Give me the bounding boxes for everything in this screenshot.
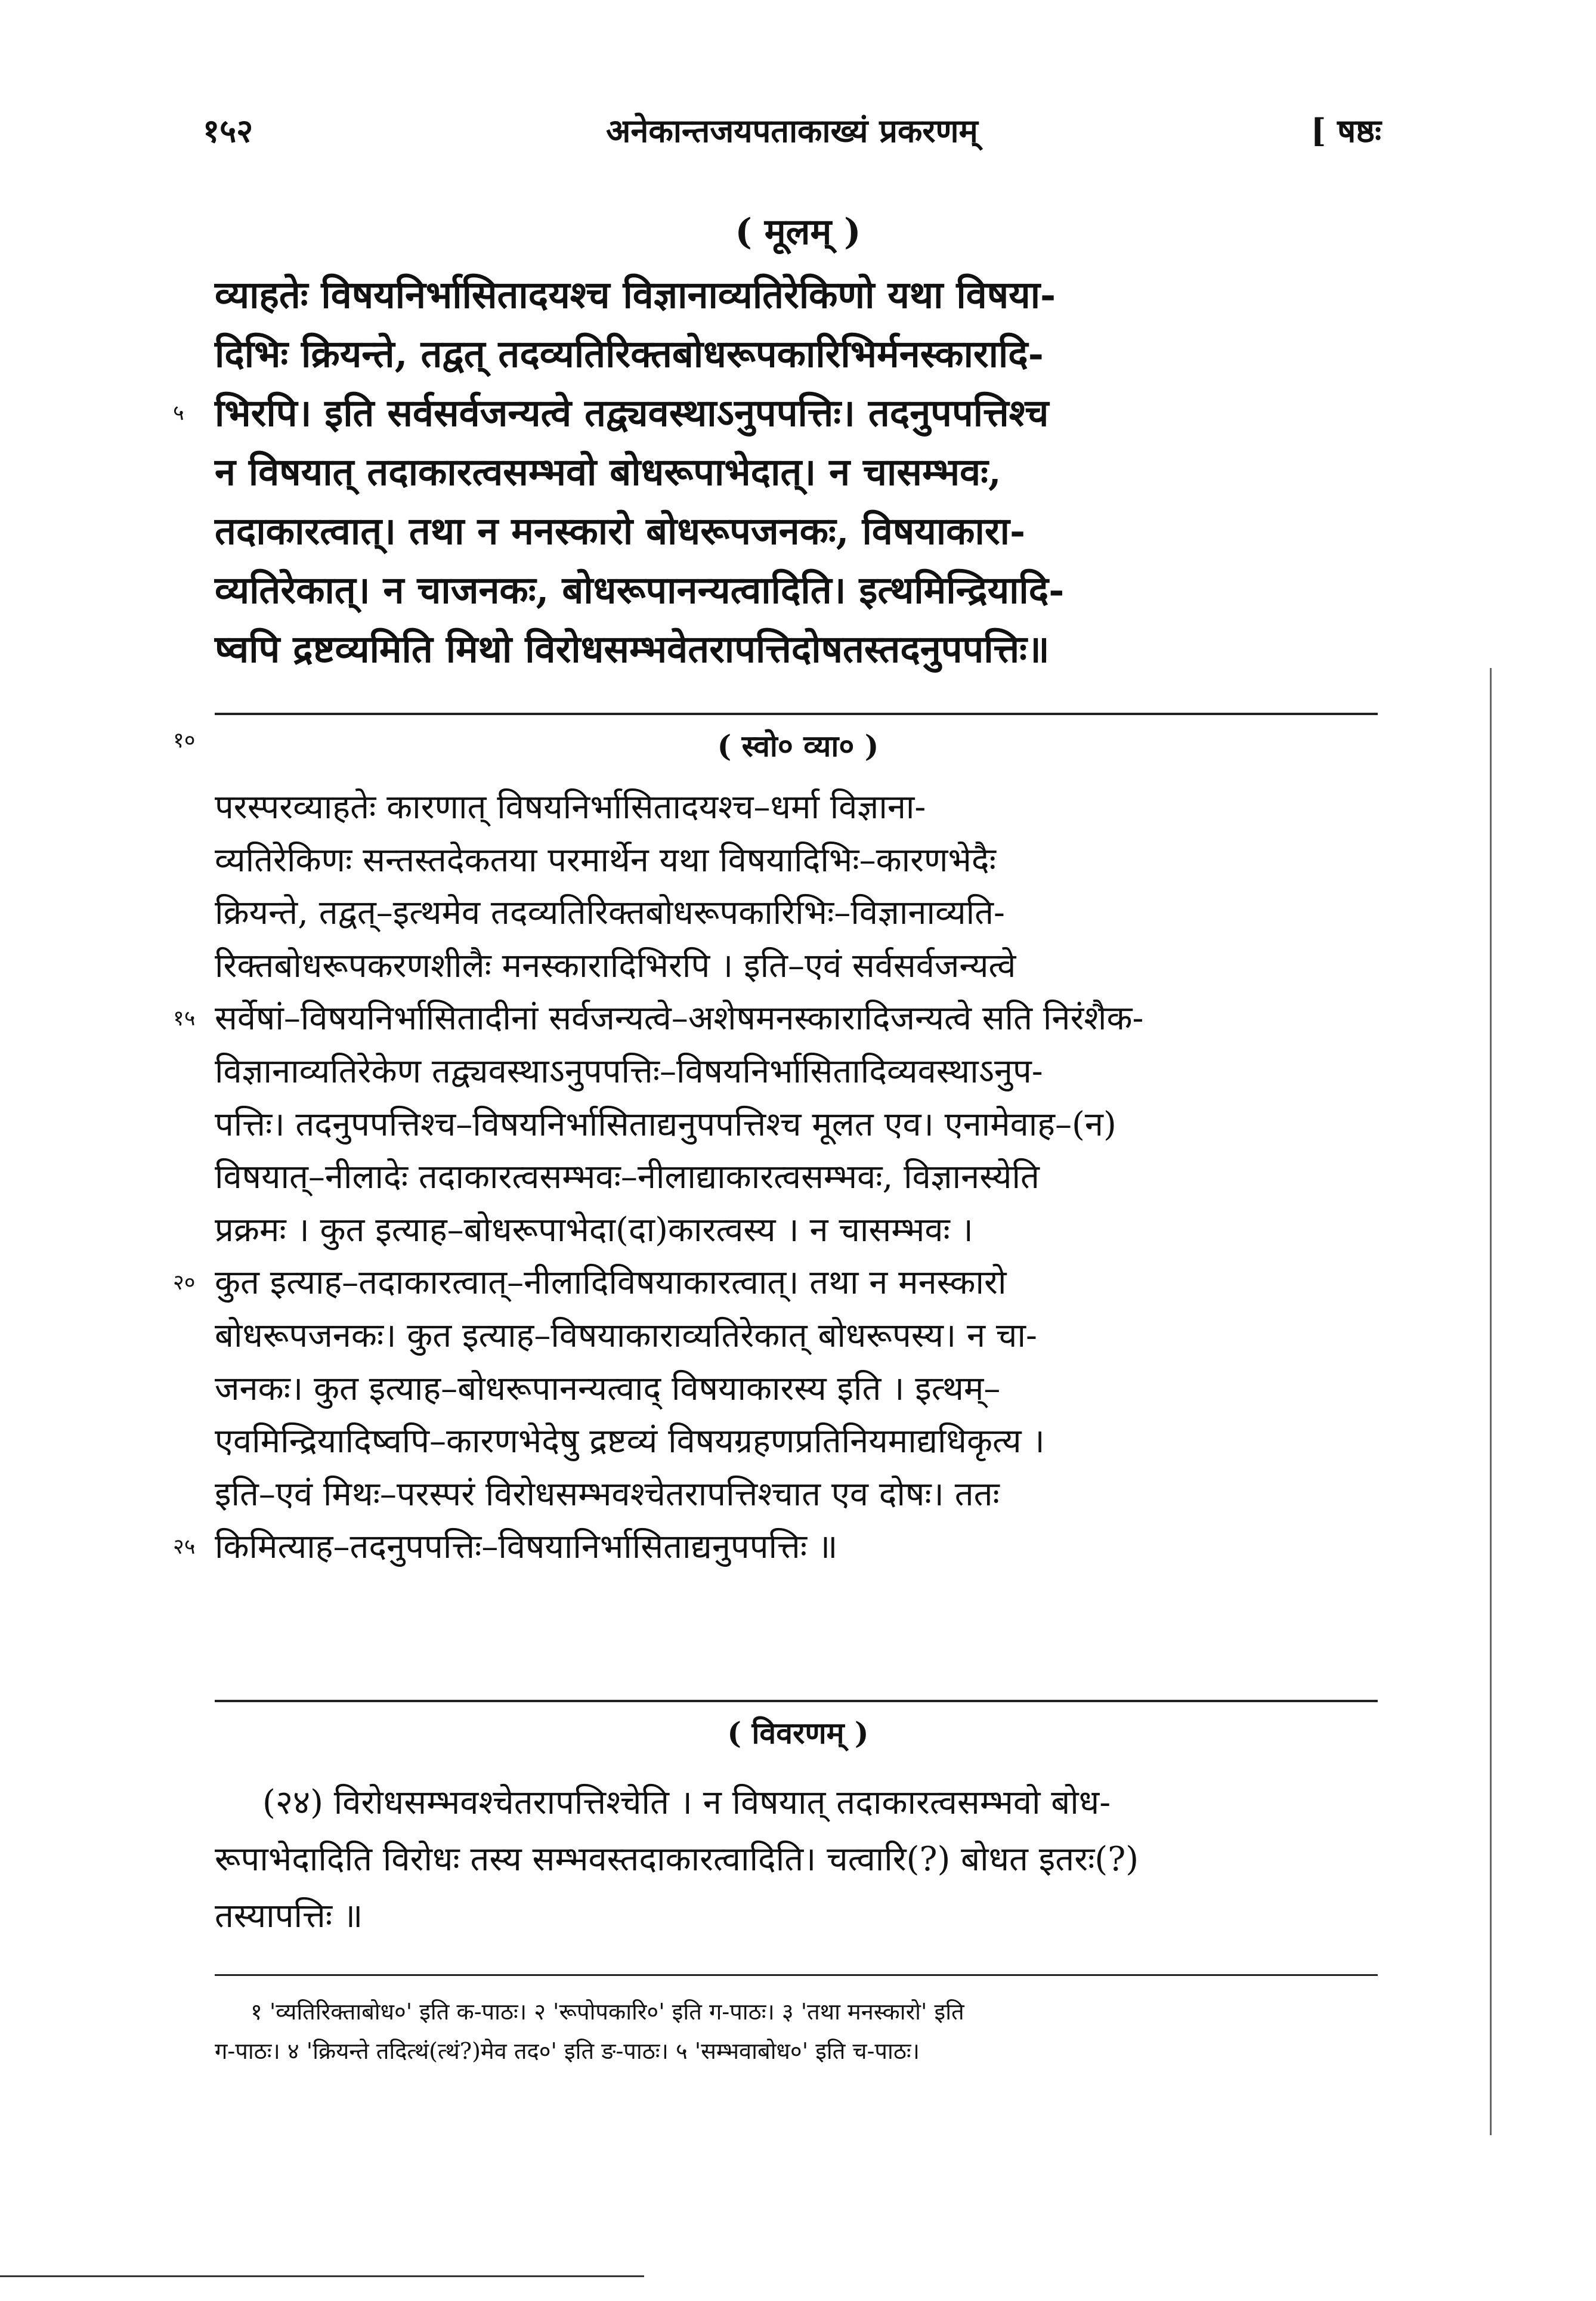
text-line: विज्ञानाव्यतिरेकेण तद्व्यवस्थाऽनुपपत्तिः–विषयनिर्भासितादिव्यवस्थाऽनुप- xyxy=(215,1051,1043,1091)
chapter-marker: [ षष्ठः xyxy=(1310,112,1381,150)
text-line-content: सर्वेषां–विषयनिर्भासितादीनां सर्वजन्यत्वे–अशेषमनस्कारादिजन्यत्वे सति निरंशैक- xyxy=(215,999,1144,1038)
text-line: प्रक्रमः । कुत इत्याह–बोधरूपाभेदा(दा)कारत्वस्य । न चासम्भवः । xyxy=(215,1210,973,1250)
text-line: क्रियन्ते, तद्वत्–इत्थमेव तदव्यतिरिक्तबोधरूपकारिभिः–विज्ञानाव्यति- xyxy=(215,893,1005,933)
text-line: परस्परव्याहतेः कारणात् विषयनिर्भासितादयश्च–धर्मा विज्ञाना- xyxy=(215,788,926,827)
text-line: बोधरूपजनकः। कुत इत्याह–विषयाकाराव्यतिरेकात् बोधरूपस्य। न चा- xyxy=(215,1316,1037,1355)
line-number: ५ xyxy=(173,401,184,425)
text-line xyxy=(173,384,1378,443)
mula-text xyxy=(173,265,1378,679)
text-line: रिक्तबोधरूपकरणशीलैः मनस्कारादिभिरपि । इति–एवं सर्वसर्वजन्यत्वे xyxy=(215,946,1016,985)
running-title: अनेकान्तजयपताकाख्यं प्रकरणम् xyxy=(606,112,978,150)
text-line xyxy=(173,1257,1378,1310)
line-number: २५ xyxy=(173,1535,196,1560)
text-line: पत्तिः। तदनुपपत्तिश्च–विषयनिर्भासिताद्यनुपपत्तिश्च मूलत एव। एनामेवाह–(न) xyxy=(215,1105,1116,1144)
text-line: विषयात्–नीलादेः तदाकारत्वसम्भवः–नीलाद्याकारत्वसम्भवः, विज्ञानस्येति xyxy=(215,1158,1040,1197)
text-line-content: किमित्याह–तदनुपपत्तिः–विषयानिर्भासिताद्यनुपपत्तिः ॥ xyxy=(215,1527,838,1567)
vivarana-text xyxy=(215,1774,1378,1944)
line-number: १५ xyxy=(173,1006,196,1031)
text-line: व्यतिरेकात्। न चाजनकः, बोधरूपानन्यत्वादिति। इत्थमिन्द्रियादि- xyxy=(215,568,1065,612)
text-line: (२४) विरोधसम्भवश्चेतरापत्तिश्चेति । न विषयात् तदाकारत्वसम्भवो बोध- xyxy=(262,1783,1111,1822)
text-line: रूपाभेदादिति विरोधः तस्य सम्भवस्तदाकारत्वादिति। चत्वारि(?) बोधत इतरः(?) xyxy=(215,1840,1139,1879)
footnote-divider xyxy=(215,1974,1378,1976)
section-divider xyxy=(215,1700,1378,1702)
text-line: एवमिन्द्रियादिष्वपि–कारणभेदेषु द्रष्टव्यं विषयग्रहणप्रतिनियमाद्यधिकृत्य । xyxy=(215,1422,1045,1461)
text-line: दिभिः क्रियन्ते, तद्वत् तदव्यतिरिक्तबोधरूपकारिभिर्मनस्कारादि- xyxy=(215,332,1044,376)
vivarana-heading: ( विवरणम् ) xyxy=(727,1715,869,1751)
section-divider xyxy=(215,713,1378,715)
page-number: १५२ xyxy=(203,112,253,150)
scan-bottom-line xyxy=(0,2275,644,2277)
line-number: २० xyxy=(173,1270,196,1295)
scan-margin-line xyxy=(1490,668,1492,2135)
text-line: इति–एवं मिथः–परस्परं विरोधसम्भवश्चेतरापत्तिश्चात एव दोषः। ततः xyxy=(215,1474,1000,1514)
text-line-content: कुत इत्याह–तदाकारत्वात्–नीलादिविषयाकारत्वात्। तथा न मनस्कारो xyxy=(215,1263,1007,1303)
footnote-line: ग-पाठः। ४ 'क्रियन्ते तदित्थं(त्थं?)मेव तद०' इति ङ-पाठः। ५ 'सम्भवाबोध०' इति च-पाठः। xyxy=(215,2038,920,2064)
text-line xyxy=(173,1521,1378,1574)
text-line: तस्यापत्तिः ॥ xyxy=(215,1897,363,1935)
text-line: व्यतिरेकिणः सन्तस्तदेकतया परमार्थेन यथा विषयादिभिः–कारणभेदैः xyxy=(215,840,996,880)
text-line xyxy=(173,992,1378,1046)
text-line: जनकः। कुत इत्याह–बोधरूपानन्यत्वाद् विषयाकारस्य इति । इत्थम्– xyxy=(215,1369,1001,1408)
text-line: ष्वपि द्रष्टव्यमिति मिथो विरोधसम्भवेतरापत्तिदोषतस्तदनुपपत्तिः॥ xyxy=(215,627,1050,671)
mula-heading: ( मूलम् ) xyxy=(735,211,861,253)
vyakhya-heading: ( स्वो० व्या० ) xyxy=(717,728,879,763)
line-number: १० xyxy=(173,728,196,753)
page-header xyxy=(203,107,1381,161)
text-line: न विषयात् तदाकारत्वसम्भवो बोधरूपाभेदात्। न चासम्भवः, xyxy=(215,450,1001,494)
text-line: व्याहतेः विषयनिर्भासितादयश्च विज्ञानाव्यतिरेकिणो यथा विषया- xyxy=(215,273,1056,317)
footnotes xyxy=(215,1992,1378,2071)
vyakhya-text xyxy=(173,781,1378,1574)
text-line-content: भिरपि। इति सर्वसर्वजन्यत्वे तद्व्यवस्थाऽनुपपत्तिः। तदनुपपत्तिश्च xyxy=(215,391,1049,435)
text-line: तदाकारत्वात्। तथा न मनस्कारो बोधरूपजनकः, विषयाकारा- xyxy=(215,509,1026,553)
footnote-line: १ 'व्यतिरिक्ताबोध०' इति क-पाठः। २ 'रूपोपकारि०' इति ग-पाठः। ३ 'तथा मनस्कारो' इति xyxy=(250,1999,964,2025)
